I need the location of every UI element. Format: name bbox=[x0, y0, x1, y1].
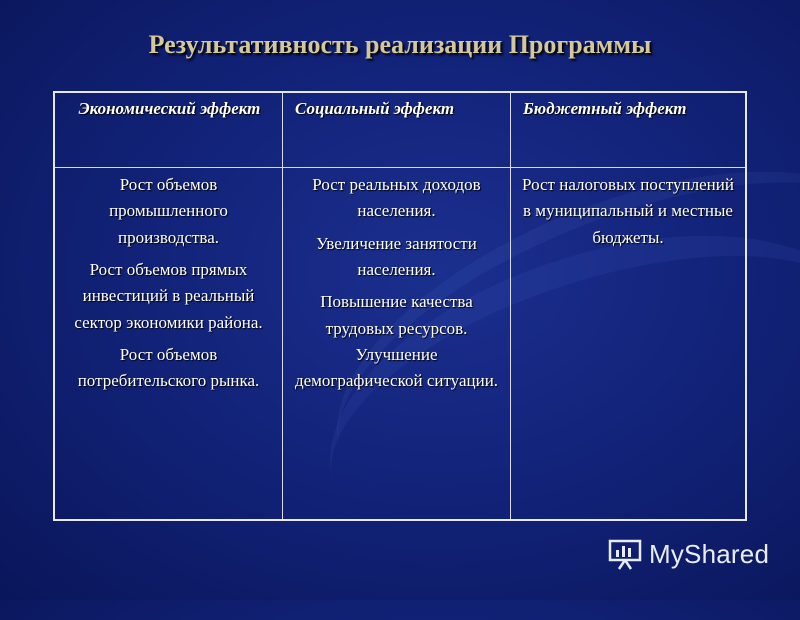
myshared-logo bbox=[607, 536, 769, 572]
header-budget: Бюджетный эффект bbox=[511, 92, 747, 168]
presentation-icon bbox=[607, 536, 643, 572]
header-social: Социальный эффект bbox=[283, 92, 511, 168]
logo-text: MyShared bbox=[649, 538, 770, 569]
header-row bbox=[54, 92, 746, 168]
economic-item-1: Рост объемов промышленного производства. bbox=[109, 175, 228, 247]
header-economic: Экономический эффект bbox=[54, 92, 283, 168]
effects-table bbox=[53, 91, 747, 521]
slide-title: Результативность реализации Программы bbox=[148, 30, 652, 59]
budget-item-1: Рост налоговых поступлений в муниципальный и местные бюджеты. bbox=[522, 175, 734, 247]
cell-social bbox=[283, 168, 511, 521]
economic-item-3: Рост объемов потребительского рынка. bbox=[77, 345, 260, 391]
cell-budget bbox=[511, 168, 747, 521]
social-item-1: Рост реальных доходов населения. bbox=[312, 175, 481, 221]
cell-economic bbox=[54, 168, 283, 521]
social-item-2: Увеличение занятости населения. bbox=[316, 233, 477, 280]
economic-item-2: Рост объемов прямых инвестиций в реальный сектор экономики района. bbox=[74, 260, 263, 332]
social-item-3: Повышение качества трудовых ресурсов. Улучшение демографической ситуации. bbox=[294, 292, 499, 391]
content-row bbox=[54, 168, 746, 521]
